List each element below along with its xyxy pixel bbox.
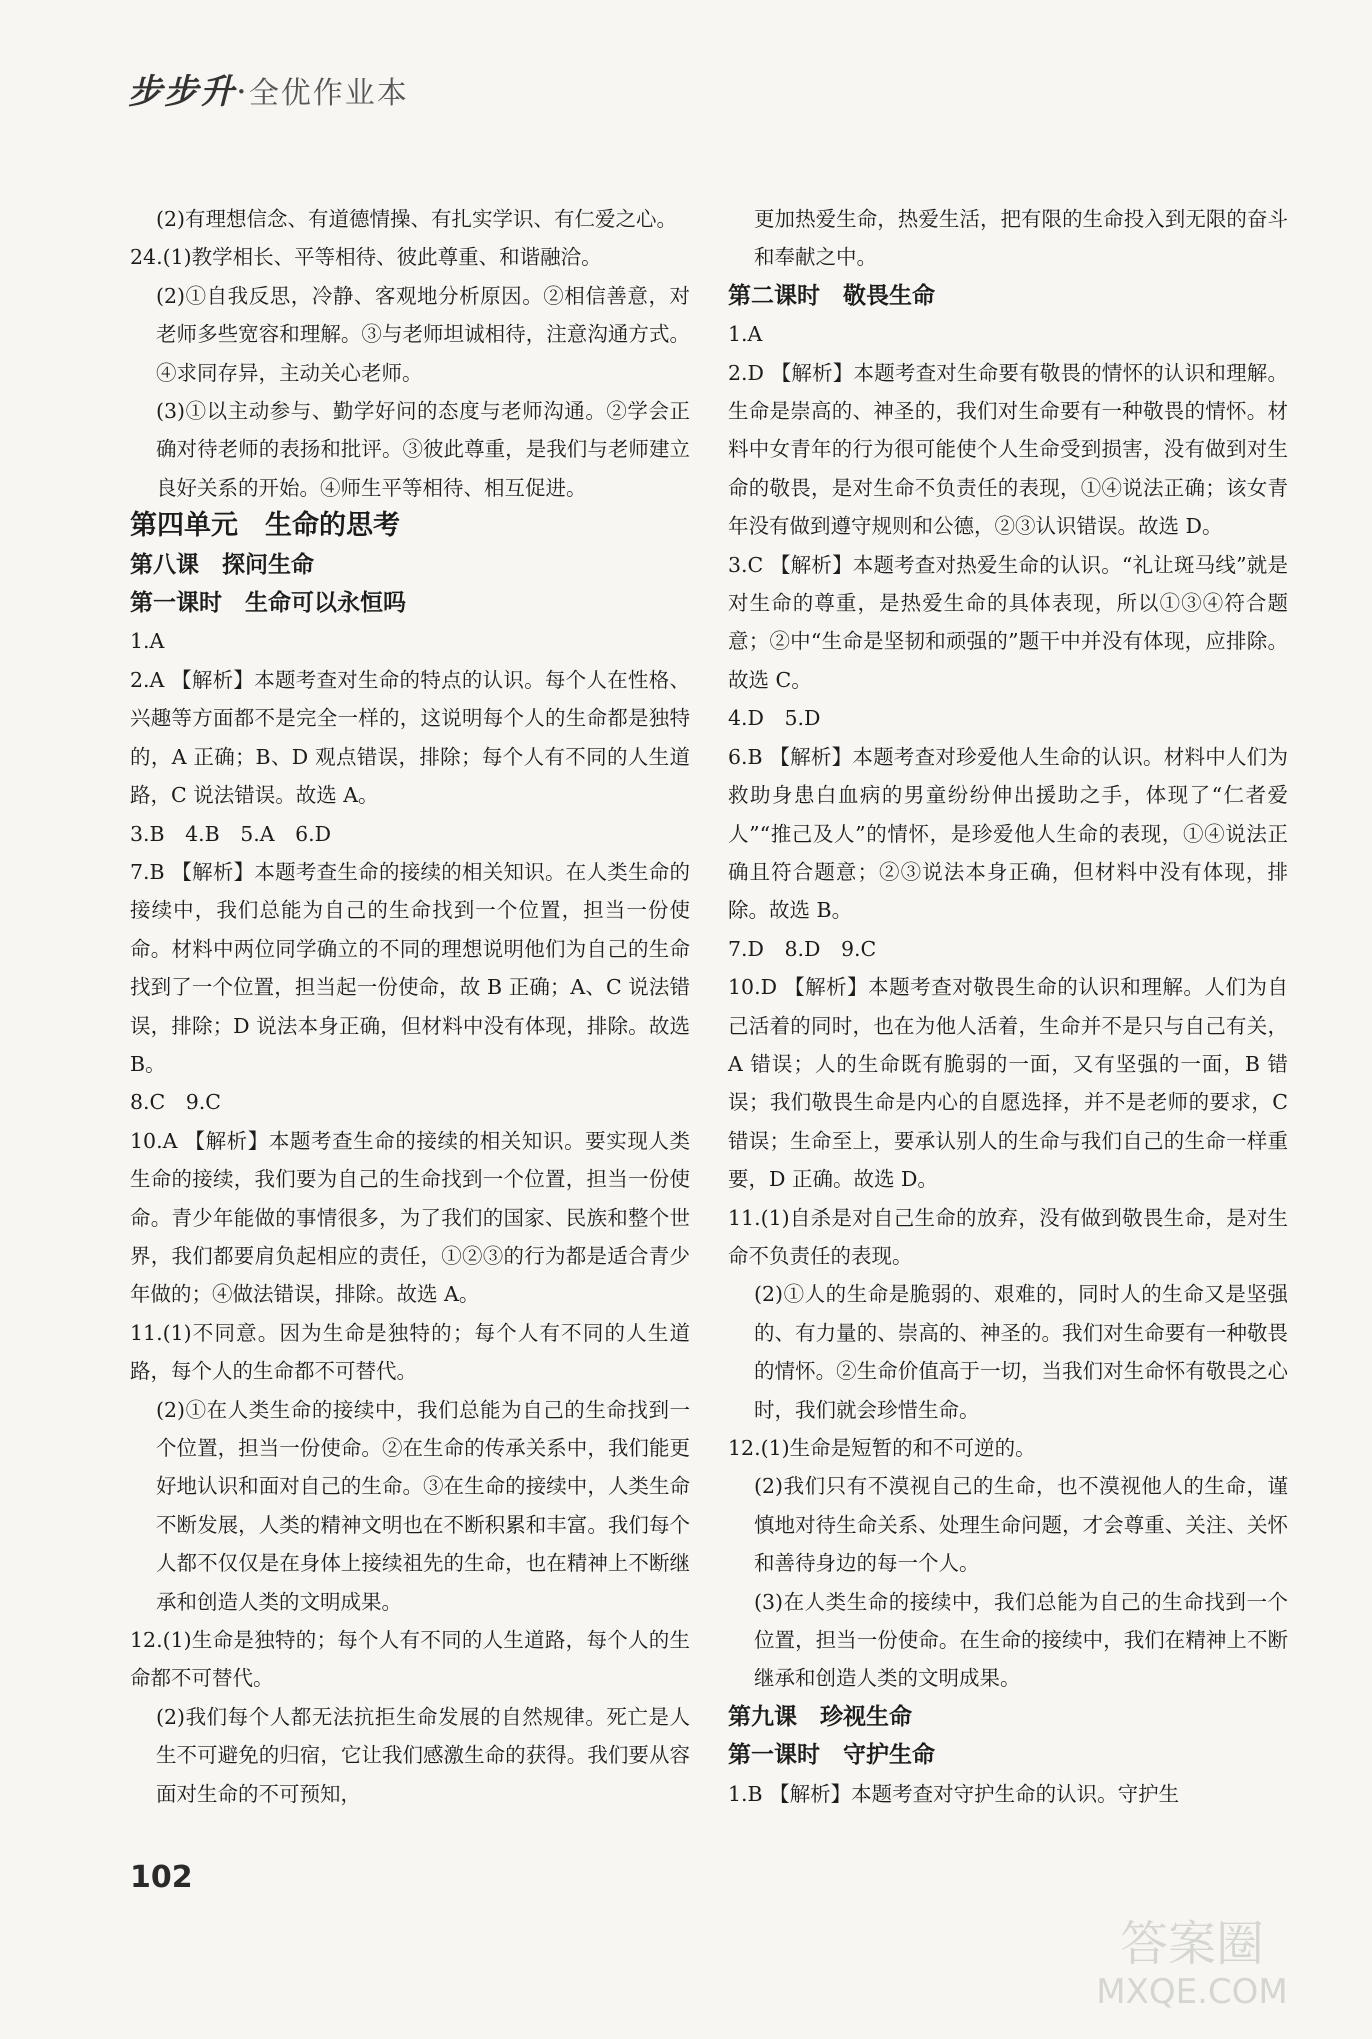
answer-subitem: (2)①在人类生命的接续中，我们总能为自己的生命找到一个位置，担当一份使命。②在生命的传承关系中，我们能更好地认识和面对自己的生命。③在生命的接续中，人类生命不断发展，人类的精神文明也在不断积累和丰富。我们每个人都不仅仅是在身体上接续祖先的生命，也在精神上不断继承和创造人类的文明成果。	[156, 1397, 690, 1614]
answer-subitem: (2)我们只有不漠视自己的生命，也不漠视他人的生命，谨慎地对待生命关系、处理生命问题，才会尊重、关注、关怀和善待身边的每一个人。	[754, 1474, 1288, 1576]
answer-subitem: (2)有理想信念、有道德情操、有扎实学识、有仁爱之心。	[156, 207, 678, 231]
header-dot: ·	[236, 72, 249, 112]
answer-item: 1.A	[728, 322, 763, 347]
unit-heading: 第四单元 生命的思考	[130, 510, 400, 542]
answer-item: 11.(1)不同意。因为生命是独特的；每个人有不同的人生道路，每个人的生命都不可替代。	[130, 1320, 690, 1384]
answer-item: 10.A 【解析】本题考查生命的接续的相关知识。要实现人类生命的接续，我们要为自己的生命找到一个位置，担当一份使命。青少年能做的事情很多，为了我们的国家、民族和整个世界，我们都要肩负起相应的责任，①②③的行为都是适合青少年做的；④做法错误，排除。故选 A。	[130, 1128, 690, 1307]
answer-item: 1.A	[130, 629, 165, 654]
running-header	[128, 64, 409, 113]
answer-item: 3.B 4.B 5.A 6.D	[130, 821, 332, 846]
answer-item: 3.C 【解析】本题考查对热爱生命的认识。“礼让斑马线”就是对生命的尊重，是热爱生命的具体表现，所以①③④符合题意；②中“生命是坚韧和顽强的”题干中并没有体现，应排除。故选 C。	[728, 552, 1288, 692]
answer-item: 10.D 【解析】本题考查对敬畏生命的认识和理解。人们为自己活着的同时，也在为他人活着，生命并不是只与自己有关，A 错误；人的生命既有脆弱的一面，又有坚强的一面，B 错误；我们敬畏生命是内心的自愿选择，并不是老师的要求，C 错误；生命至上，要承认别人的生命与我们自己的生命一样重要，D 正确。故选 D。	[728, 975, 1288, 1192]
answer-item: 12.(1)生命是独特的；每个人有不同的人生道路，每个人的生命都不可替代。	[130, 1628, 690, 1691]
answer-item: 6.B 【解析】本题考查对珍爱他人生命的认识。材料中人们为救助身患白血病的男童纷纷伸出援助之手，体现了“仁者爱人”“推己及人”的情怀，是珍爱他人生命的表现，①④说法正确且符合题意；②③说法本身正确，但材料中没有体现，排除。故选 B。	[728, 744, 1288, 923]
answer-subitem: (2)①人的生命是脆弱的、艰难的，同时人的生命又是坚强的、有力量的、崇高的、神圣的。我们对生命要有一种敬畏的情怀。②生命价值高于一切，当我们对生命怀有敬畏之心时，我们就会珍惜生命。	[754, 1282, 1288, 1422]
answer-item: 2.A 【解析】本题考查对生命的特点的认识。每个人在性格、兴趣等方面都不是完全一样的，这说明每个人的生命都是独特的，A 正确；B、D 观点错误，排除；每个人有不同的人生道路，C 说法错误。故选 A。	[130, 667, 690, 808]
answer-subitem: (3)①以主动参与、勤学好问的态度与老师沟通。②学会正确对待老师的表扬和批评。③彼此尊重，是我们与老师建立良好关系的开始。④师生平等相待、相互促进。	[156, 399, 690, 500]
watermark-line1: 答案圈	[1119, 1916, 1265, 1972]
page-number: 102	[130, 1860, 193, 1895]
answer-item: 1.B 【解析】本题考查对守护生命的认识。守护生	[728, 1781, 1180, 1806]
right-column	[728, 200, 1288, 1813]
left-column	[130, 200, 690, 1813]
answer-item: 2.D 【解析】本题考查对生命要有敬畏的情怀的认识和理解。生命是崇高的、神圣的，我们对生命要有一种敬畏的情怀。材料中女青年的行为很可能使个人生命受到损害，没有做到对生命的敬畏，是对生命不负责任的表现，①④说法正确；该女青年没有做到遵守规则和公德，②③认识错误。故选 D。	[728, 360, 1288, 539]
brand-title: 步步升	[128, 72, 236, 112]
answer-item: 8.C 9.C	[130, 1090, 221, 1115]
session-heading: 第一课时 守护生命	[728, 1742, 935, 1769]
series-subtitle: 全优作业本	[248, 76, 409, 111]
answer-item: 11.(1)自杀是对自己生命的放弃，没有做到敬畏生命，是对生命不负责任的表现。	[728, 1205, 1288, 1268]
answer-item: 4.D 5.D	[728, 706, 821, 731]
session-heading: 第一课时 生命可以永恒吗	[130, 590, 406, 617]
answer-subitem: 更加热爱生命，热爱生活，把有限的生命投入到无限的奋斗和奉献之中。	[754, 207, 1288, 270]
answer-item: 7.B 【解析】本题考查生命的接续的相关知识。在人类生命的接续中，我们总能为自己的生命找到一个位置，担当一份使命。材料中两位同学确立的不同的理想说明他们为自己的生命找到了一个位置，担当起一份使命，故 B 正确；A、C 说法错误，排除；D 说法本身正确，但材料中没有体现，排除。故选 B。	[130, 859, 690, 1076]
answer-item: 7.D 8.D 9.C	[728, 936, 877, 961]
answer-item: 24.(1)教学相长、平等相待、彼此尊重、和谐融洽。	[130, 245, 602, 270]
answer-subitem: (3)在人类生命的接续中，我们总能为自己的生命找到一个位置，担当一份使命。在生命的接续中，我们在精神上不断继承和创造人类的文明成果。	[754, 1589, 1288, 1691]
answer-item: 12.(1)生命是短暂的和不可逆的。	[728, 1436, 1036, 1460]
watermark-logo	[1042, 1905, 1342, 2015]
answer-subitem: (2)我们每个人都无法抗拒生命发展的自然规律。死亡是人生不可避免的归宿，它让我们感激生命的获得。我们要从容面对生命的不可预知，	[156, 1704, 690, 1806]
answer-subitem: (2)①自我反思，冷静、客观地分析原因。②相信善意，对老师多些宽容和理解。③与老师坦诚相待，注意沟通方式。④求同存异，主动关心老师。	[156, 283, 690, 385]
lesson-heading: 第八课 探问生命	[130, 551, 314, 578]
lesson-heading: 第九课 珍视生命	[728, 1703, 912, 1730]
session-heading: 第二课时 敬畏生命	[728, 282, 935, 309]
watermark-line2: MXQE.COM	[1096, 1972, 1288, 2012]
